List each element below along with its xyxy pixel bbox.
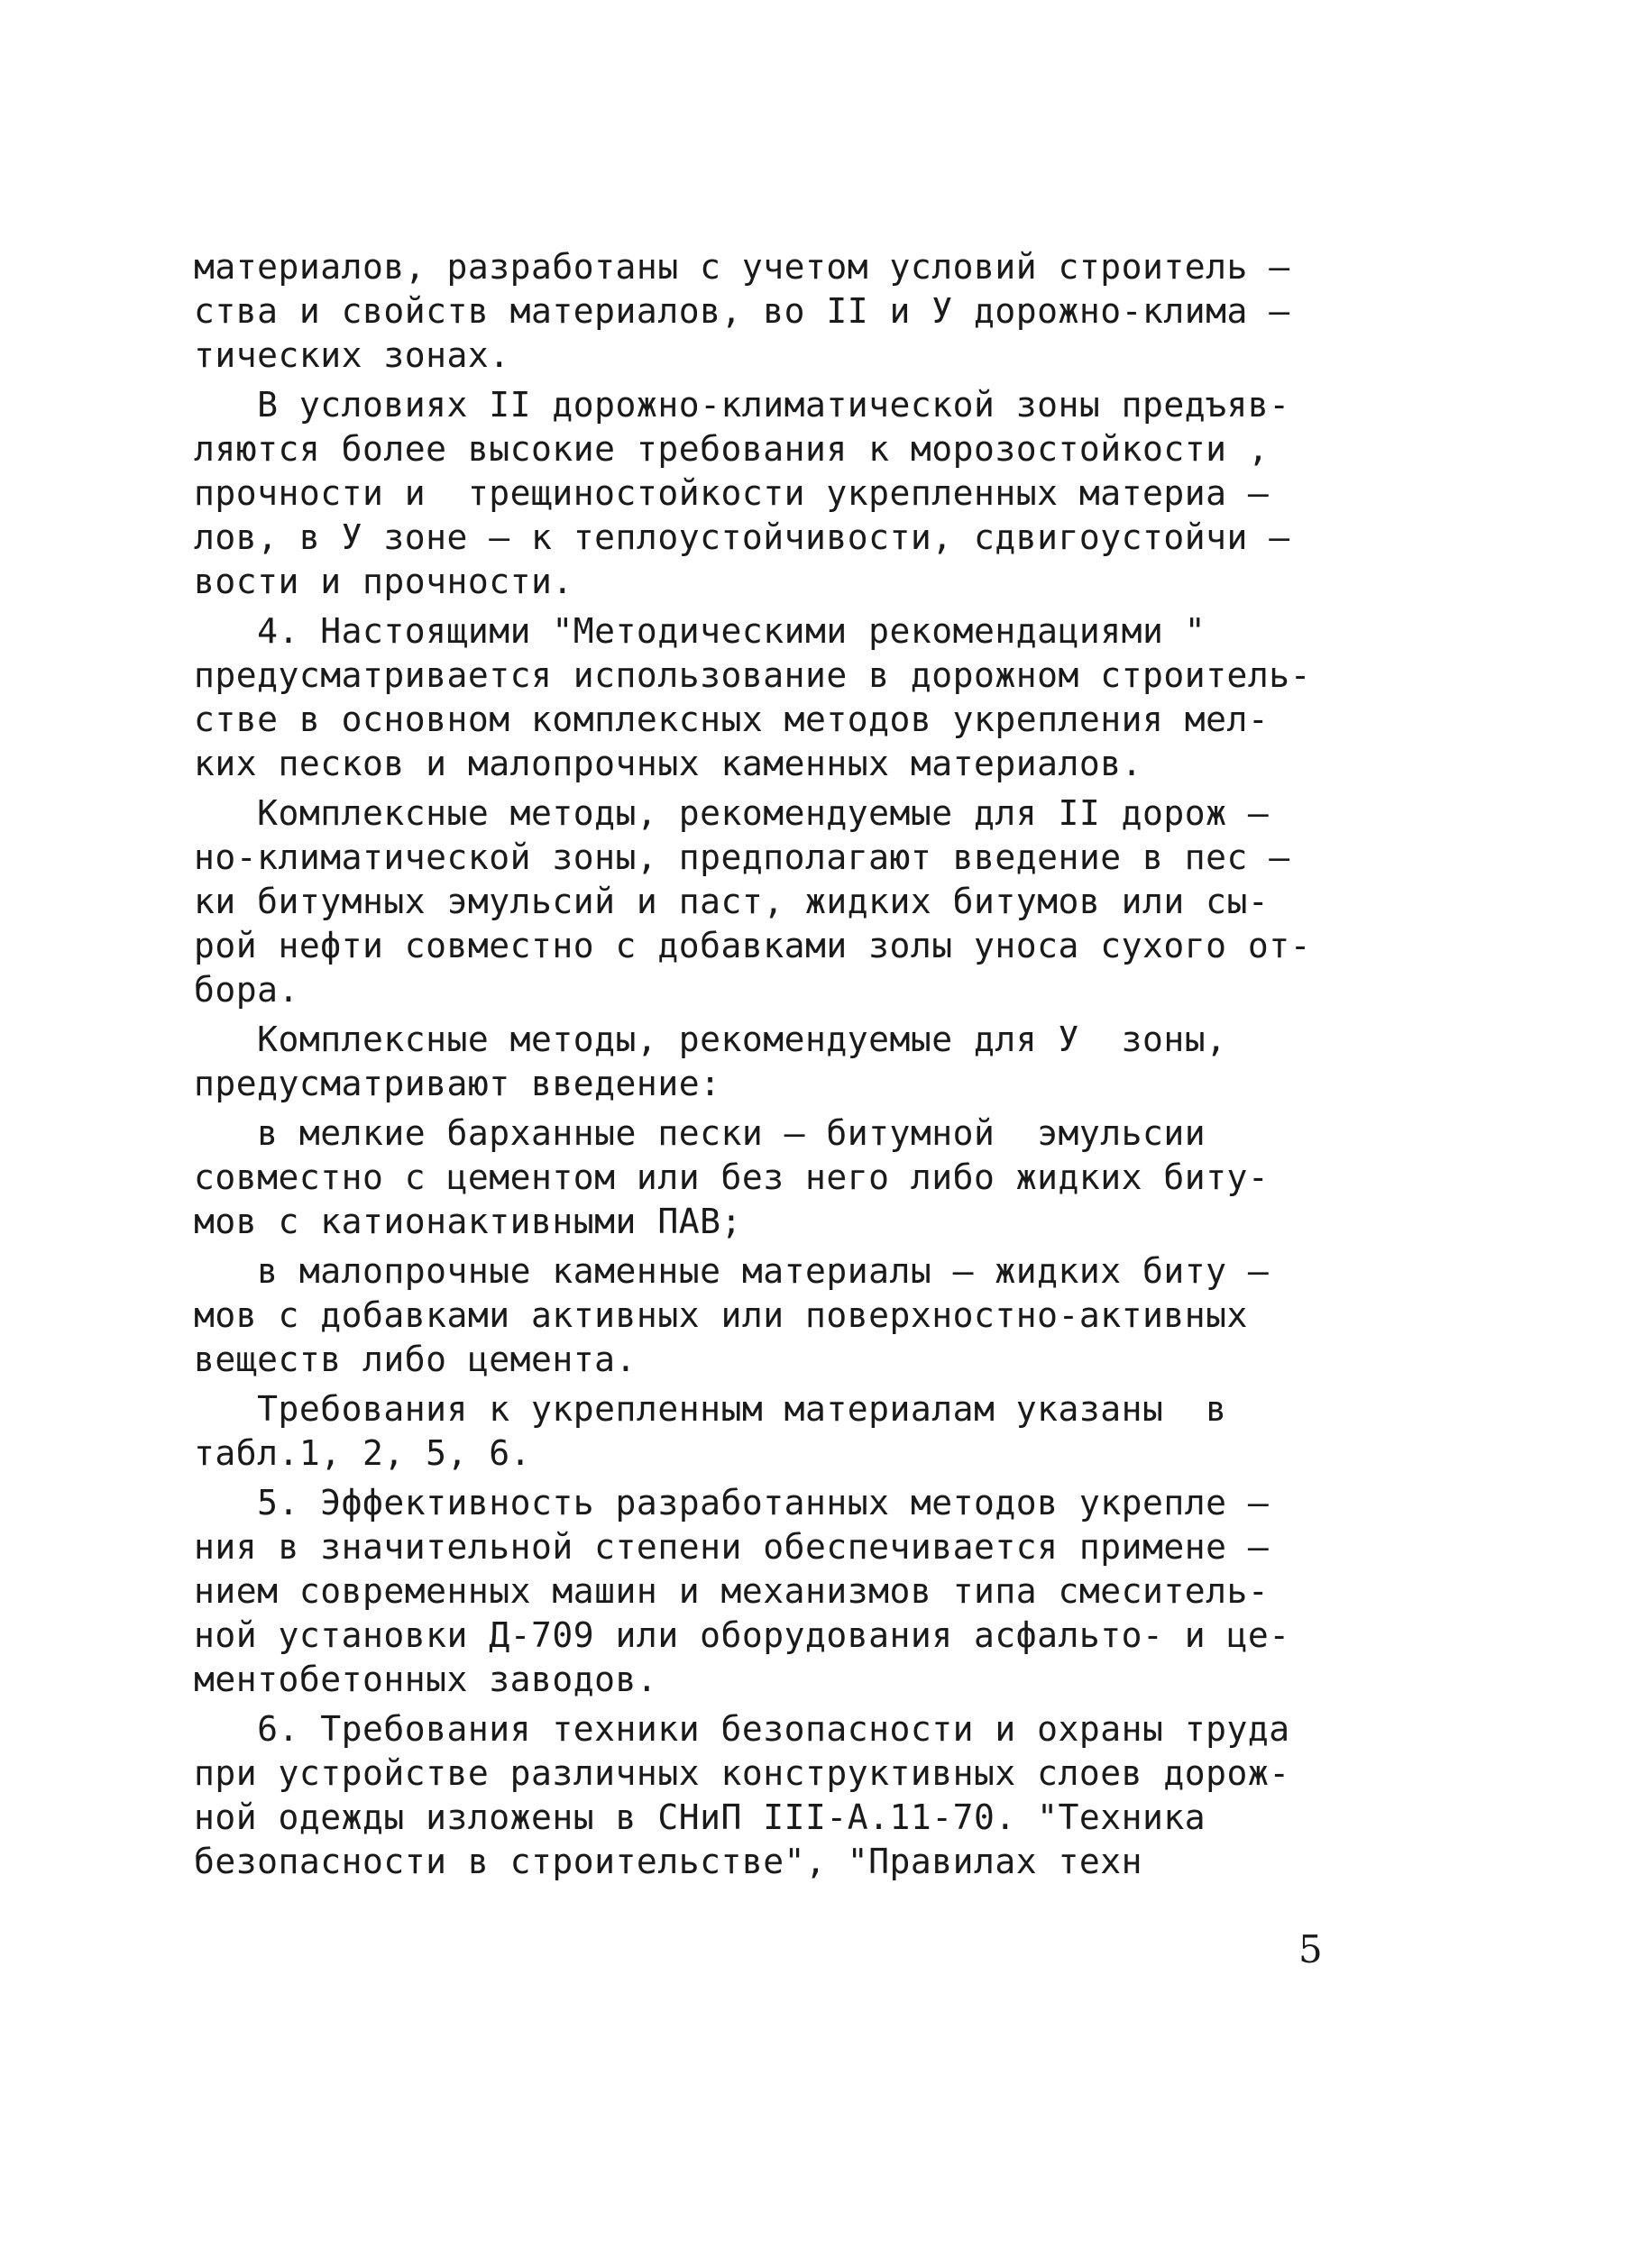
text-line: прочности и трещиностойкости укрепленных материа –	[194, 473, 1270, 513]
text-line: но-климатической зоны, предполагают введение в пес –	[194, 837, 1290, 877]
text-line: ляются более высокие требования к морозостойкости ,	[194, 429, 1270, 469]
text-line: предусматривается использование в дорожном строитель-	[194, 655, 1312, 695]
text-line: ной установки Д-709 или оборудования асфальто- и це-	[194, 1615, 1290, 1655]
text-line: безопасности в строительстве", "Правилах техн	[194, 1842, 1143, 1881]
page-number: 5	[1298, 1927, 1323, 1971]
text-line: при устройстве различных конструктивных слоев дорож-	[194, 1753, 1290, 1793]
text-line: нием современных машин и механизмов типа смеситель-	[194, 1571, 1270, 1611]
text-line: ки битумных эмульсий и паст, жидких битумов или сы-	[194, 882, 1270, 921]
text-line: ментобетонных заводов.	[194, 1660, 658, 1699]
text-line: веществ либо цемента.	[194, 1340, 637, 1379]
text-line: табл.1, 2, 5, 6.	[194, 1433, 532, 1473]
text-line: ких песков и малопрочных каменных материалов.	[194, 744, 1143, 783]
text-line: стве в основном комплексных методов укрепления мел-	[194, 700, 1270, 739]
text-line: бора.	[194, 970, 299, 1010]
text-line: мов с катионактивными ПАВ;	[194, 1202, 742, 1241]
text-line: предусматривают введение:	[194, 1064, 721, 1103]
text-line: В условиях II дорожно-климатической зоны предъяв-	[194, 385, 1290, 425]
text-line: 6. Требования техники безопасности и охраны труда	[194, 1709, 1290, 1749]
text-line: ной одежды изложены в СНиП III-А.11-70. "Техника	[194, 1797, 1206, 1837]
body-text	[194, 245, 1384, 1884]
text-line: тических зонах.	[194, 335, 510, 375]
text-line: Комплексные методы, рекомендуемые для II дорож –	[194, 793, 1270, 833]
text-line: мов с добавками активных или поверхностно-активных	[194, 1295, 1248, 1335]
text-line: рой нефти совместно с добавками золы уноса сухого от-	[194, 926, 1312, 965]
text-line: совместно с цементом или без него либо жидких биту-	[194, 1157, 1270, 1197]
text-line: вости и прочности.	[194, 562, 573, 601]
text-line: Требования к укрепленным материалам указаны в	[194, 1389, 1227, 1429]
text-line: материалов, разработаны с учетом условий строитель –	[194, 247, 1290, 287]
text-line: в малопрочные каменные материалы – жидких биту –	[194, 1251, 1270, 1291]
text-line: 5. Эффективность разработанных методов укрепле –	[194, 1483, 1270, 1523]
text-line: в мелкие барханные пески – битумной эмульсии	[194, 1113, 1206, 1153]
text-line: ства и свойств материалов, во II и У дорожно-клима –	[194, 291, 1290, 331]
text-line: лов, в У зоне – к теплоустойчивости, сдвигоустойчи –	[194, 517, 1290, 557]
text-line: 4. Настоящими "Методическими рекомендациями "	[194, 611, 1206, 651]
text-line: ния в значительной степени обеспечивается примене –	[194, 1527, 1270, 1567]
text-line: Комплексные методы, рекомендуемые для У зоны,	[194, 1020, 1227, 1059]
